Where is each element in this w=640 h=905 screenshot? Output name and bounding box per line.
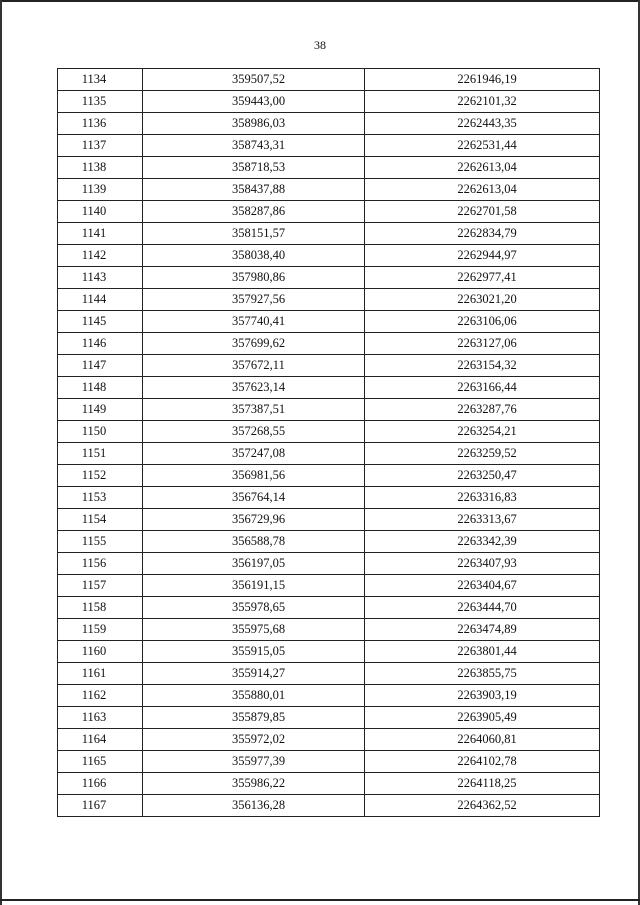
table-row [58, 795, 600, 817]
point-number-cell: 1155 [58, 531, 143, 553]
y-coordinate-cell: 2261946,19 [365, 69, 600, 91]
x-coordinate-cell: 355975,68 [143, 619, 365, 641]
table-row [58, 179, 600, 201]
x-coordinate-cell: 358151,57 [143, 223, 365, 245]
y-coordinate-cell: 2263254,21 [365, 421, 600, 443]
y-coordinate-cell: 2262834,79 [365, 223, 600, 245]
y-coordinate-cell: 2262977,41 [365, 267, 600, 289]
y-coordinate-cell: 2262443,35 [365, 113, 600, 135]
point-number-cell: 1161 [58, 663, 143, 685]
point-number-cell: 1136 [58, 113, 143, 135]
table-row [58, 553, 600, 575]
y-coordinate-cell: 2263287,76 [365, 399, 600, 421]
y-coordinate-cell: 2263106,06 [365, 311, 600, 333]
table-row [58, 399, 600, 421]
point-number-cell: 1167 [58, 795, 143, 817]
y-coordinate-cell: 2262613,04 [365, 179, 600, 201]
x-coordinate-cell: 356981,56 [143, 465, 365, 487]
table-row [58, 641, 600, 663]
table-row [58, 707, 600, 729]
y-coordinate-cell: 2263407,93 [365, 553, 600, 575]
y-coordinate-cell: 2263342,39 [365, 531, 600, 553]
point-number-cell: 1138 [58, 157, 143, 179]
point-number-cell: 1137 [58, 135, 143, 157]
y-coordinate-cell: 2263905,49 [365, 707, 600, 729]
point-number-cell: 1148 [58, 377, 143, 399]
table-row [58, 421, 600, 443]
y-coordinate-cell: 2262531,44 [365, 135, 600, 157]
point-number-cell: 1139 [58, 179, 143, 201]
x-coordinate-cell: 355879,85 [143, 707, 365, 729]
x-coordinate-cell: 357387,51 [143, 399, 365, 421]
point-number-cell: 1156 [58, 553, 143, 575]
point-number-cell: 1154 [58, 509, 143, 531]
page-number: 38 [314, 38, 326, 52]
x-coordinate-cell: 355972,02 [143, 729, 365, 751]
x-coordinate-cell: 356729,96 [143, 509, 365, 531]
x-coordinate-cell: 358718,53 [143, 157, 365, 179]
point-number-cell: 1149 [58, 399, 143, 421]
y-coordinate-cell: 2263154,32 [365, 355, 600, 377]
y-coordinate-cell: 2263404,67 [365, 575, 600, 597]
x-coordinate-cell: 355915,05 [143, 641, 365, 663]
x-coordinate-cell: 356197,05 [143, 553, 365, 575]
table-row [58, 773, 600, 795]
x-coordinate-cell: 357740,41 [143, 311, 365, 333]
point-number-cell: 1152 [58, 465, 143, 487]
table-row [58, 751, 600, 773]
y-coordinate-cell: 2263259,52 [365, 443, 600, 465]
point-number-cell: 1165 [58, 751, 143, 773]
x-coordinate-cell: 356191,15 [143, 575, 365, 597]
y-coordinate-cell: 2263316,83 [365, 487, 600, 509]
table-row [58, 465, 600, 487]
table-body [58, 69, 600, 817]
x-coordinate-cell: 355880,01 [143, 685, 365, 707]
point-number-cell: 1150 [58, 421, 143, 443]
point-number-cell: 1158 [58, 597, 143, 619]
point-number-cell: 1145 [58, 311, 143, 333]
x-coordinate-cell: 355977,39 [143, 751, 365, 773]
x-coordinate-cell: 357672,11 [143, 355, 365, 377]
y-coordinate-cell: 2263474,89 [365, 619, 600, 641]
scan-edge-top [0, 0, 640, 2]
y-coordinate-cell: 2263855,75 [365, 663, 600, 685]
point-number-cell: 1144 [58, 289, 143, 311]
table-row [58, 245, 600, 267]
y-coordinate-cell: 2263250,47 [365, 465, 600, 487]
table-row [58, 597, 600, 619]
table-row [58, 619, 600, 641]
x-coordinate-cell: 358986,03 [143, 113, 365, 135]
point-number-cell: 1140 [58, 201, 143, 223]
y-coordinate-cell: 2262101,32 [365, 91, 600, 113]
x-coordinate-cell: 358287,86 [143, 201, 365, 223]
x-coordinate-cell: 355914,27 [143, 663, 365, 685]
x-coordinate-cell: 357699,62 [143, 333, 365, 355]
x-coordinate-cell: 358437,88 [143, 179, 365, 201]
x-coordinate-cell: 358743,31 [143, 135, 365, 157]
point-number-cell: 1162 [58, 685, 143, 707]
table-row [58, 487, 600, 509]
x-coordinate-cell: 356764,14 [143, 487, 365, 509]
coordinates-table [57, 68, 600, 817]
point-number-cell: 1151 [58, 443, 143, 465]
x-coordinate-cell: 355986,22 [143, 773, 365, 795]
table-row [58, 663, 600, 685]
y-coordinate-cell: 2263127,06 [365, 333, 600, 355]
point-number-cell: 1163 [58, 707, 143, 729]
table-row [58, 333, 600, 355]
point-number-cell: 1157 [58, 575, 143, 597]
y-coordinate-cell: 2262701,58 [365, 201, 600, 223]
table-row [58, 729, 600, 751]
table-row [58, 69, 600, 91]
table-row [58, 135, 600, 157]
y-coordinate-cell: 2263166,44 [365, 377, 600, 399]
table-row [58, 289, 600, 311]
y-coordinate-cell: 2263313,67 [365, 509, 600, 531]
y-coordinate-cell: 2264060,81 [365, 729, 600, 751]
y-coordinate-cell: 2263801,44 [365, 641, 600, 663]
point-number-cell: 1146 [58, 333, 143, 355]
y-coordinate-cell: 2264102,78 [365, 751, 600, 773]
x-coordinate-cell: 356588,78 [143, 531, 365, 553]
y-coordinate-cell: 2263903,19 [365, 685, 600, 707]
point-number-cell: 1147 [58, 355, 143, 377]
y-coordinate-cell: 2263021,20 [365, 289, 600, 311]
point-number-cell: 1141 [58, 223, 143, 245]
point-number-cell: 1142 [58, 245, 143, 267]
point-number-cell: 1143 [58, 267, 143, 289]
point-number-cell: 1135 [58, 91, 143, 113]
y-coordinate-cell: 2264118,25 [365, 773, 600, 795]
point-number-cell: 1166 [58, 773, 143, 795]
point-number-cell: 1153 [58, 487, 143, 509]
table-row [58, 311, 600, 333]
x-coordinate-cell: 357247,08 [143, 443, 365, 465]
x-coordinate-cell: 357623,14 [143, 377, 365, 399]
point-number-cell: 1134 [58, 69, 143, 91]
table-row [58, 443, 600, 465]
x-coordinate-cell: 356136,28 [143, 795, 365, 817]
point-number-cell: 1159 [58, 619, 143, 641]
scan-edge-bottom [0, 899, 640, 901]
x-coordinate-cell: 359507,52 [143, 69, 365, 91]
x-coordinate-cell: 357927,56 [143, 289, 365, 311]
x-coordinate-cell: 355978,65 [143, 597, 365, 619]
table-row [58, 531, 600, 553]
y-coordinate-cell: 2262613,04 [365, 157, 600, 179]
table-row [58, 113, 600, 135]
scan-edge-left [0, 0, 2, 905]
x-coordinate-cell: 357980,86 [143, 267, 365, 289]
x-coordinate-cell: 359443,00 [143, 91, 365, 113]
table-row [58, 377, 600, 399]
y-coordinate-cell: 2263444,70 [365, 597, 600, 619]
x-coordinate-cell: 358038,40 [143, 245, 365, 267]
table-row [58, 355, 600, 377]
table-row [58, 201, 600, 223]
x-coordinate-cell: 357268,55 [143, 421, 365, 443]
point-number-cell: 1160 [58, 641, 143, 663]
table-row [58, 575, 600, 597]
y-coordinate-cell: 2264362,52 [365, 795, 600, 817]
table-row [58, 91, 600, 113]
table-row [58, 685, 600, 707]
point-number-cell: 1164 [58, 729, 143, 751]
table-row [58, 223, 600, 245]
y-coordinate-cell: 2262944,97 [365, 245, 600, 267]
table-row [58, 267, 600, 289]
table-row [58, 157, 600, 179]
table-row [58, 509, 600, 531]
